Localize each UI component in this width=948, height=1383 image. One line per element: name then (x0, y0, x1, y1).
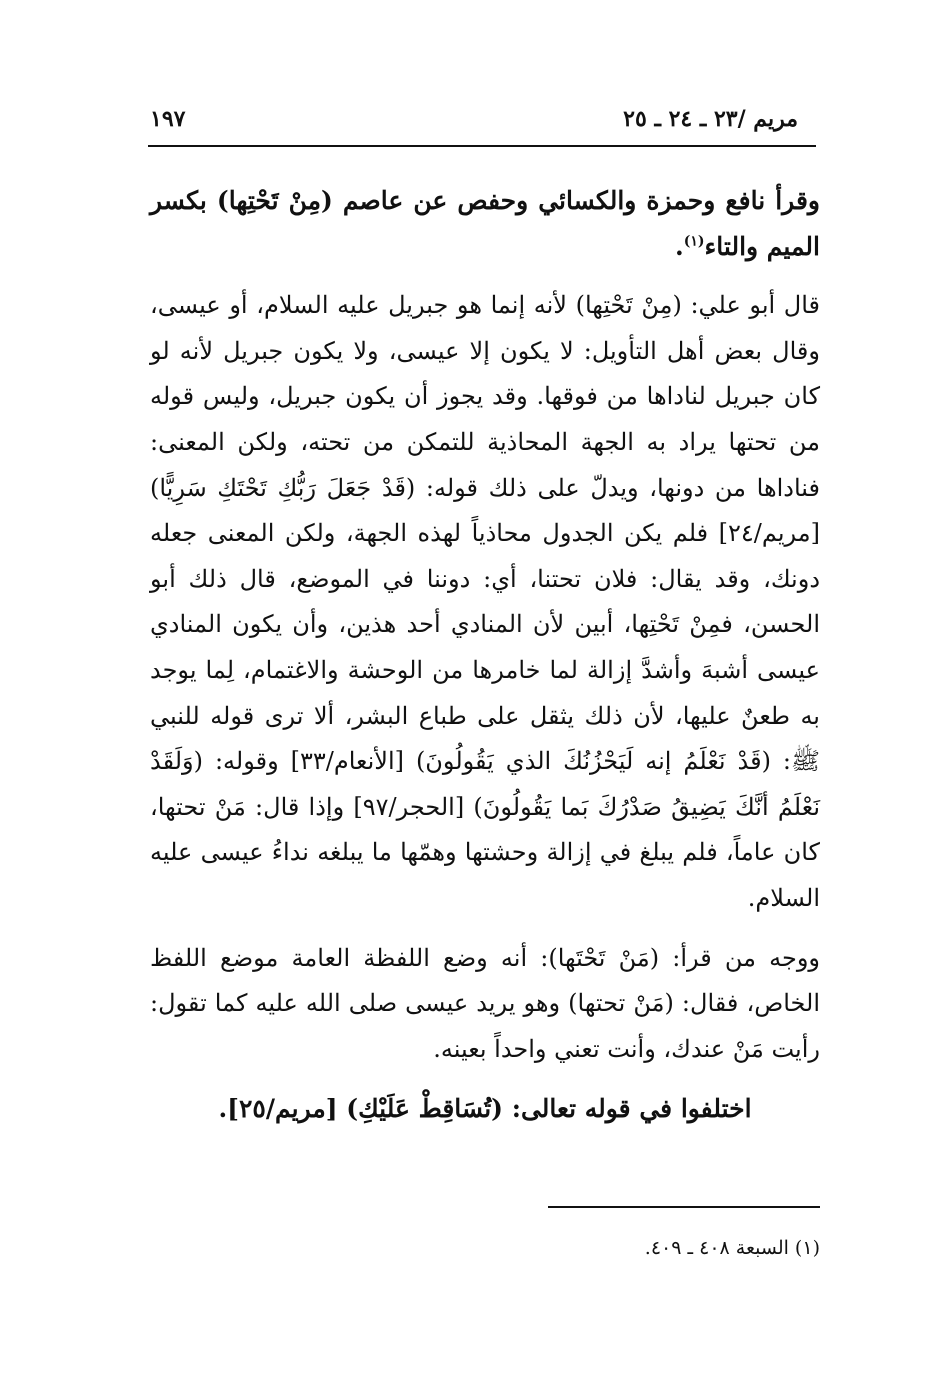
alternate-reading-paragraph: ووجه من قرأ: (مَنْ تَحْتَها): أنه وضع اللفظة العامة موضع اللفظ الخاص، فقال: (مَنْ تحتها) وهو يريد عيسى صلى الله عليه كما تقول: رأيت مَنْ عندك، وأنت تعني واحداً بعينه. (150, 943, 820, 1063)
reading-heading: وقرأ نافع وحمزة والكسائي وحفص عن عاصم (مِنْ تَحْتِها) بكسر الميم والتاء$^{(١)}$. (150, 186, 820, 261)
footnote-ref: (١) (683, 233, 705, 250)
commentary-paragraph: قال أبو علي: (مِنْ تَحْتِها) لأنه إنما هو جبريل عليه السلام، أو عيسى، وقال بعض أهل التأويل: لا يكون إلا عيسى، ولا يكون جبريل لأنه لو كان جبريل لناداها من فوقها. وقد يجوز أن يكون جبريل، وليس قوله من تحتها يراد به الجهة المحاذية للتمكن من تحته، ولكن المعنى: فناداها من دونها، ويدلّ على ذلك قوله: (قَدْ جَعَلَ رَبُّكِ تَحْتَكِ سَرِيًّا) [مريم/٢٤] فلم يكن الجدول محاذياً لهذه الجهة، ولكن المعنى جعله دونك، وقد يقال: فلان تحتنا، أي: دوننا في الموضع، قال ذلك أبو الحسن، فمِنْ تَحْتِها، أبين لأن المنادي أحد هذين، وأن يكون المنادي عيسى أشبهَ وأشدَّ إزالة لما خامرها من الوحشة والاغتمام، لِما يوجد به طعنٌ عليها، لأن ذلك يثقل على طباع البشر، ألا ترى قوله للنبي ﷺ: (قَدْ نَعْلَمُ إنه لَيَحْزُنُكَ الذي يَقُولُونَ) [الأنعام/٣٣] وقوله: (وَلَقَدْ نَعْلَمُ أنَّكَ يَضِيقُ صَدْرُكَ بَما يَقُولُونَ) [الحجر/٩٧] وإذا قال: مَنْ تحتها، كان عاماً، فلم يبلغ في إزالة وحشتها وهمّها ما يبلغه نداءُ عيسى عليه السلام. (150, 291, 821, 912)
footnote-divider (548, 1206, 820, 1208)
main-text (150, 178, 820, 1146)
page-number: ١٩٧ (150, 106, 186, 132)
footnote: (١) السبعة ٤٠٨ ـ ٤٠٩. (644, 1237, 820, 1259)
running-title: مريم /٢٣ ـ ٢٤ ـ ٢٥ (623, 106, 798, 132)
header-divider (148, 145, 816, 147)
page-header (150, 88, 798, 132)
next-verse-heading: اختلفوا في قوله تعالى: (تُسَاقِطْ عَلَيْكِ) [مريم/٢٥]. (218, 1094, 752, 1124)
